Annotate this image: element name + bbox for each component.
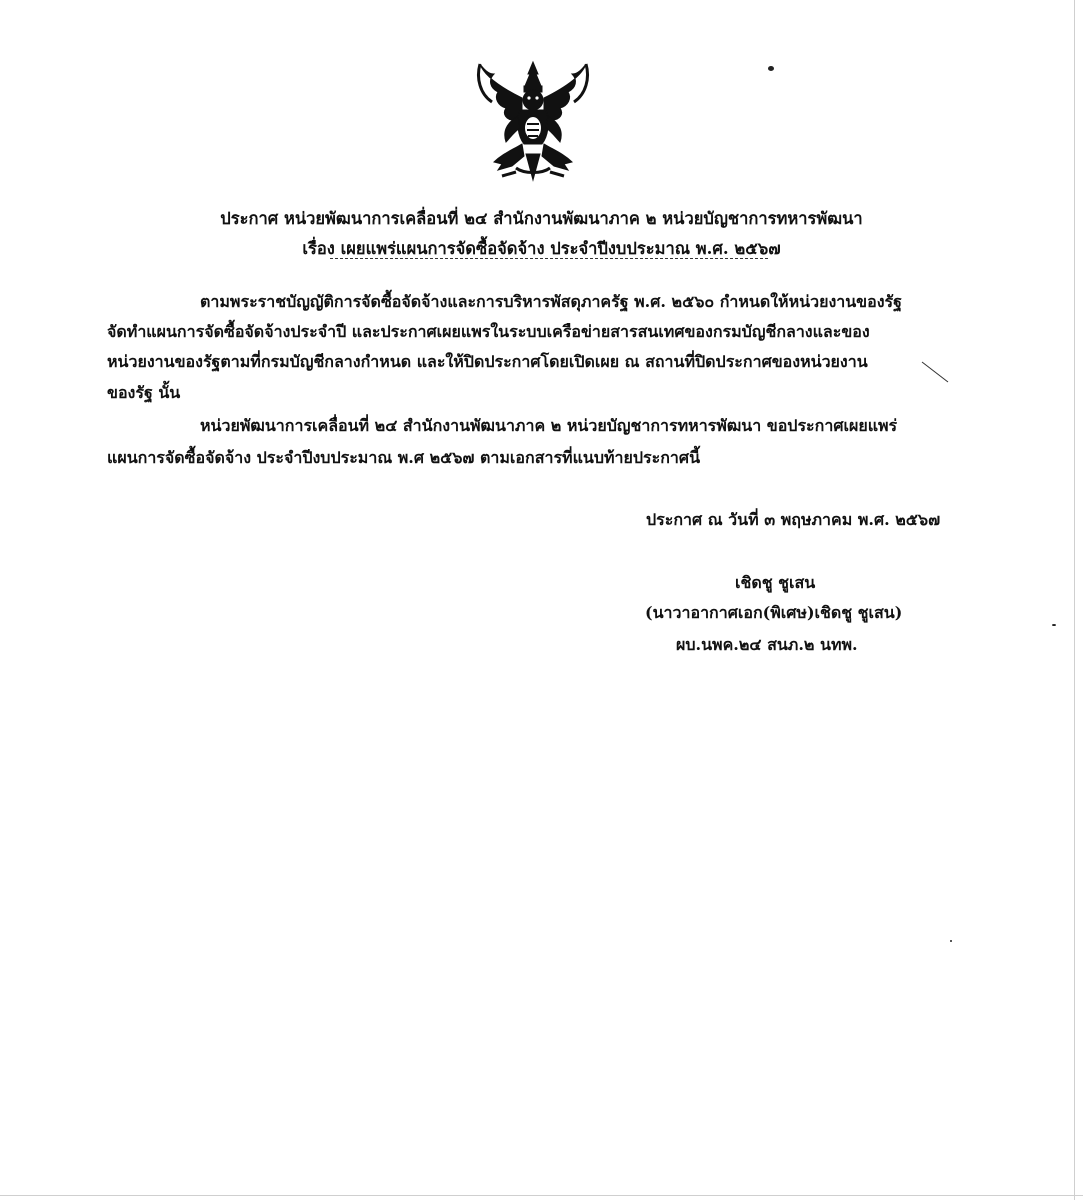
signature-name: เชิดชู ชูเสน	[735, 573, 816, 592]
scan-speck	[768, 66, 774, 71]
paragraph-1-line: จัดทำแผนการจัดซื้อจัดจ้างประจำปี และประกาศเผยแพรในระบบเครือข่ายสารสนเทศของกรมบัญชีกลางและของ	[107, 322, 870, 341]
scan-edge-bottom	[0, 1195, 1083, 1196]
header-divider	[330, 258, 768, 259]
ink-stroke-mark	[920, 360, 950, 384]
announcement-title: ประกาศ หน่วยพัฒนาการเคลื่อนที่ ๒๔ สำนักงานพัฒนาภาค ๒ หน่วยบัญชาการทหารพัฒนา	[220, 209, 863, 228]
signatory-full-name: (นาวาอากาศเอก(พิเศษ)เชิดชู ชูเสน)	[645, 603, 903, 622]
paragraph-2-line: แผนการจัดซื้อจัดจ้าง ประจำปีงบประมาณ พ.ศ ๒๕๖๗ ตามเอกสารที่แนบท้ายประกาศนี้	[107, 448, 701, 467]
announcement-date: ประกาศ ณ วันที่ ๓ พฤษภาคม พ.ศ. ๒๕๖๗	[646, 510, 941, 529]
scan-speck	[950, 940, 952, 942]
signatory-position: ผบ.นพค.๒๔ สนภ.๒ นทพ.	[676, 635, 858, 654]
paragraph-1-line: ของรัฐ นั้น	[107, 383, 181, 402]
announcement-subject: เรื่อง เผยแพร่แผนการจัดซื้อจัดจ้าง ประจำปีงบประมาณ พ.ศ. ๒๕๖๗	[302, 239, 781, 258]
scan-speck	[1052, 624, 1056, 626]
paragraph-2-line: หน่วยพัฒนาการเคลื่อนที่ ๒๔ สำนักงานพัฒนาภาค ๒ หน่วยบัญชาการทหารพัฒนา ขอประกาศเผยแพร่	[200, 416, 898, 435]
paragraph-1-line: ตามพระราชบัญญัติการจัดซื้อจัดจ้างและการบริหารพัสดุภาครัฐ พ.ศ. ๒๕๖๐ กำหนดให้หน่วยงานของรัฐ	[200, 292, 902, 311]
paragraph-1-line: หน่วยงานของรัฐตามที่กรมบัญชีกลางกำหนด และให้ปิดประกาศโดยเปิดเผย ณ สถานที่ปิดประกาศของหน่วยงาน	[107, 352, 868, 371]
garuda-emblem-icon	[472, 58, 594, 186]
scan-edge-right	[1074, 0, 1075, 1200]
